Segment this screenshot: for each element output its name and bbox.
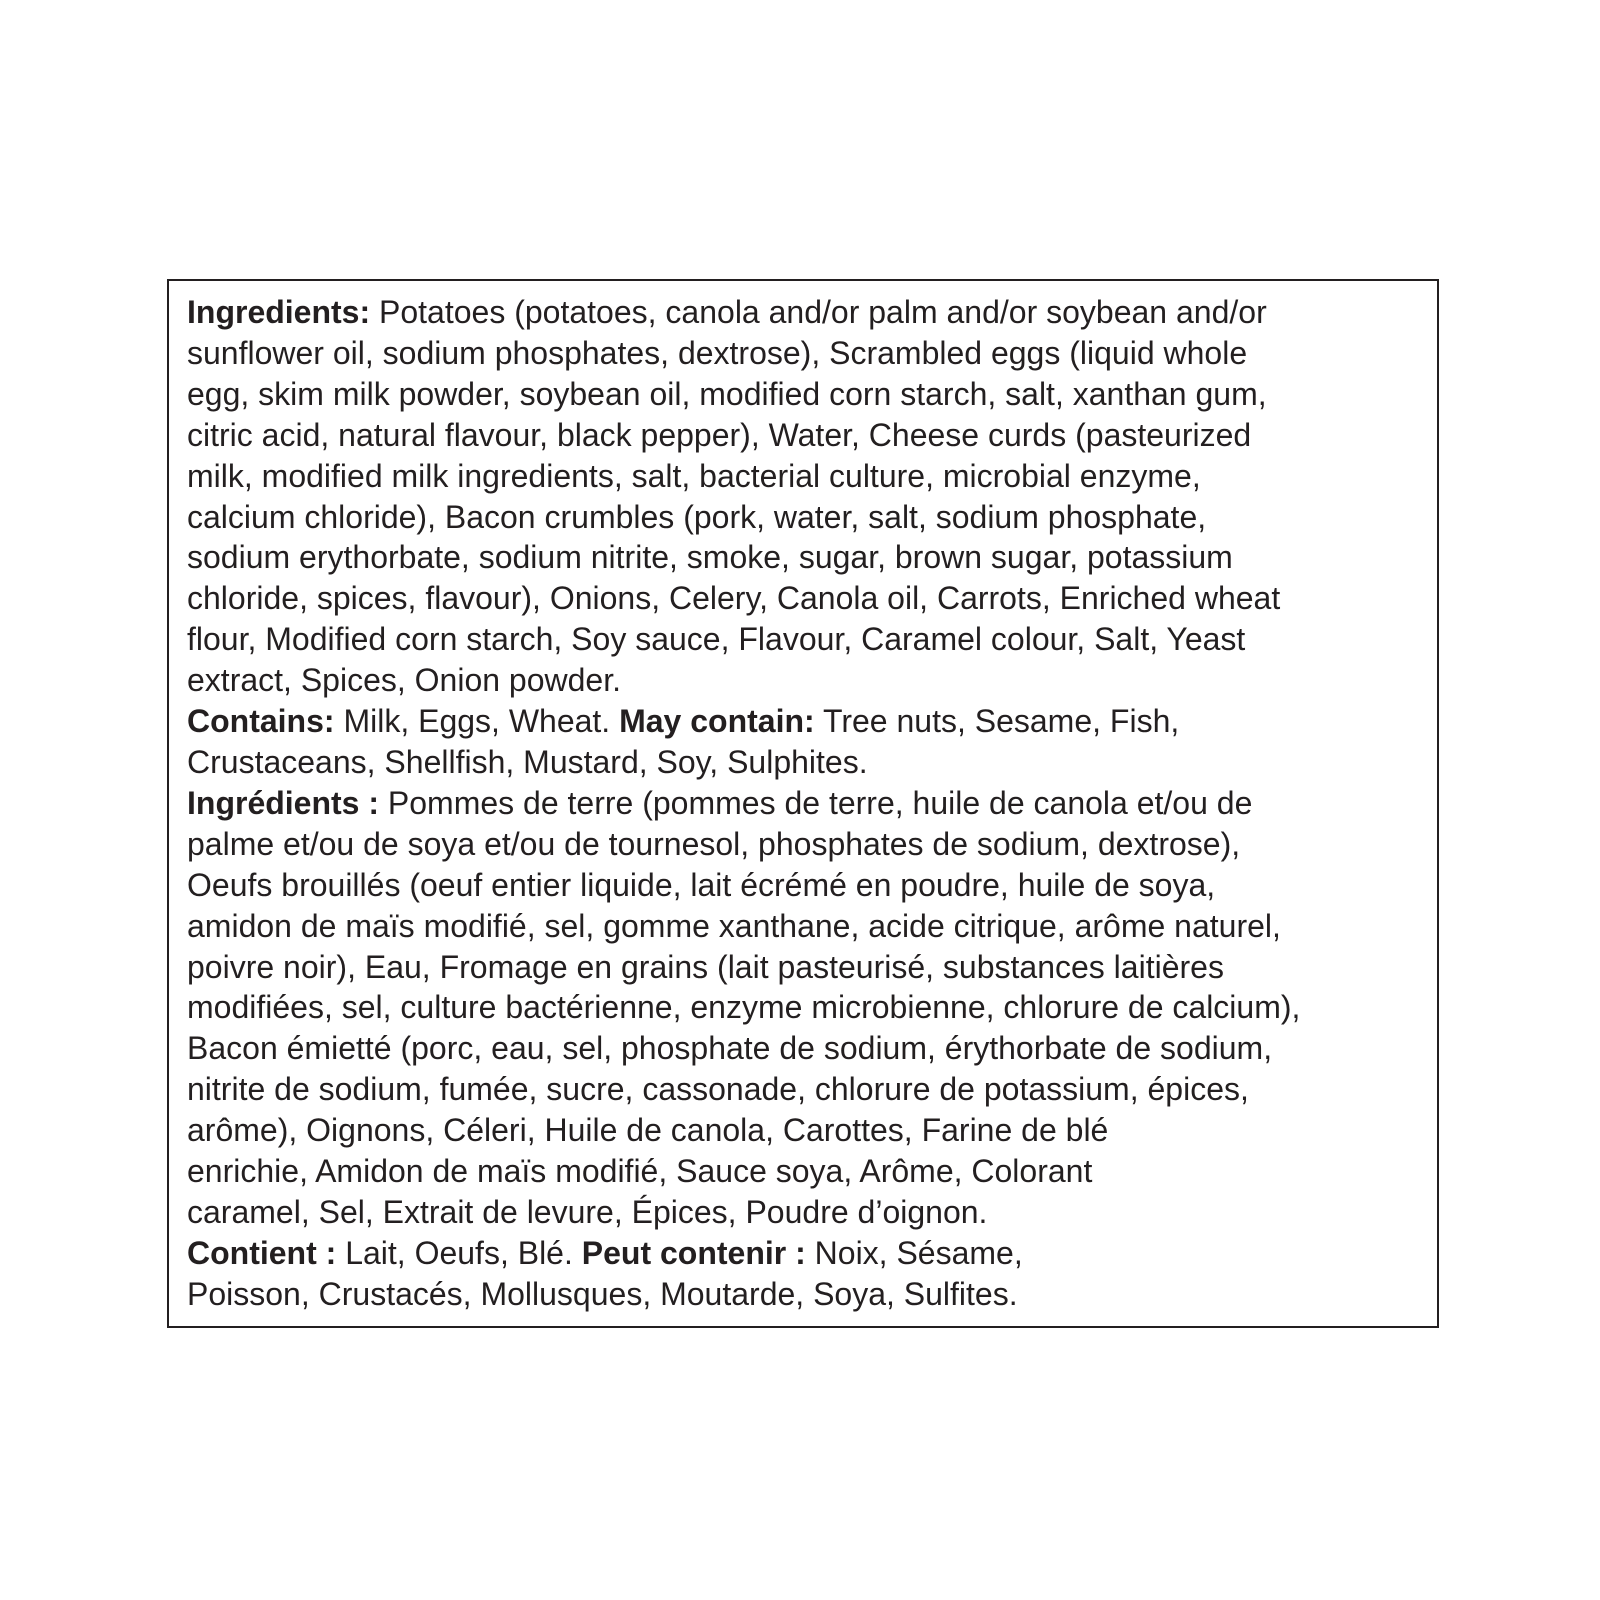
french-ingredients-line: arôme), Oignons, Céleri, Huile de canola, Carottes, Farine de blé xyxy=(187,1112,1109,1149)
english-ingredients-line: sodium erythorbate, sodium nitrite, smoke, sugar, brown sugar, potassium xyxy=(187,539,1233,576)
french-ingredients-line: poivre noir), Eau, Fromage en grains (lait pasteurisé, substances laitières xyxy=(187,948,1224,985)
french-contains-text: Lait, Oeufs, Blé. xyxy=(336,1234,582,1271)
english-ingredients-line: chloride, spices, flavour), Onions, Celery, Canola oil, Carrots, Enriched wheat xyxy=(187,580,1281,617)
english-ingredients-line: flour, Modified corn starch, Soy sauce, Flavour, Caramel colour, Salt, Yeast xyxy=(187,621,1246,658)
french-allergen-line: Poisson, Crustacés, Mollusques, Moutarde, Soya, Sulfites. xyxy=(187,1275,1018,1312)
french-allergen-line: Contient : Lait, Oeufs, Blé. Peut contenir : Noix, Sésame, xyxy=(187,1234,1023,1271)
english-ingredients-line: egg, skim milk powder, soybean oil, modified corn starch, salt, xanthan gum, xyxy=(187,375,1267,412)
french-ingredients-line: enrichie, Amidon de maïs modifié, Sauce soya, Arôme, Colorant xyxy=(187,1153,1093,1190)
english-ingredients-line: Ingredients: Potatoes (potatoes, canola and/or palm and/or soybean and/or xyxy=(187,294,1267,330)
ingredients-label-box xyxy=(167,279,1439,1328)
english-ingredients-line: milk, modified milk ingredients, salt, bacterial culture, microbial enzyme, xyxy=(187,457,1201,494)
french-ingredients-line: caramel, Sel, Extrait de levure, Épices, Poudre d’oignon. xyxy=(187,1193,988,1230)
english-contains-text: Milk, Eggs, Wheat. xyxy=(334,703,620,740)
french-ingredients-line: nitrite de sodium, fumée, sucre, cassonade, chlorure de potassium, épices, xyxy=(187,1071,1249,1108)
english-allergen-line: Contains: Milk, Eggs, Wheat. May contain: Tree nuts, Sesame, Fish, xyxy=(187,703,1180,740)
english-allergen-line: Crustaceans, Shellfish, Mustard, Soy, Sulphites. xyxy=(187,743,868,780)
french-contains-heading: Contient : xyxy=(187,1234,337,1271)
english-may-contain-heading: May contain: xyxy=(619,703,815,740)
french-ingredients-line: Oeufs brouillés (oeuf entier liquide, lait écrémé en poudre, huile de soya, xyxy=(187,866,1216,903)
french-ingredients-line: Ingrédients : Pommes de terre (pommes de terre, huile de canola et/ou de xyxy=(187,784,1253,821)
english-ingredients-heading: Ingredients: xyxy=(187,294,371,330)
french-ingredients-line: Bacon émietté (porc, eau, sel, phosphate de sodium, érythorbate de sodium, xyxy=(187,1030,1273,1067)
english-ingredients-line: citric acid, natural flavour, black pepper), Water, Cheese curds (pasteurized xyxy=(187,416,1252,453)
french-ingredients-line: palme et/ou de soya et/ou de tournesol, phosphates de sodium, dextrose), xyxy=(187,825,1241,862)
french-ingredients-heading: Ingrédients : xyxy=(187,784,380,821)
french-ingredients-line: modifiées, sel, culture bactérienne, enzyme microbienne, chlorure de calcium), xyxy=(187,989,1301,1026)
english-ingredients-line: extract, Spices, Onion powder. xyxy=(187,662,621,699)
french-may-contain-heading: Peut contenir : xyxy=(581,1234,806,1271)
english-ingredients-line: calcium chloride), Bacon crumbles (pork, water, salt, sodium phosphate, xyxy=(187,498,1207,535)
french-ingredients-line: amidon de maïs modifié, sel, gomme xanthane, acide citrique, arôme naturel, xyxy=(187,907,1281,944)
english-ingredients-line: sunflower oil, sodium phosphates, dextrose), Scrambled eggs (liquid whole xyxy=(187,334,1248,371)
english-contains-heading: Contains: xyxy=(187,703,335,740)
